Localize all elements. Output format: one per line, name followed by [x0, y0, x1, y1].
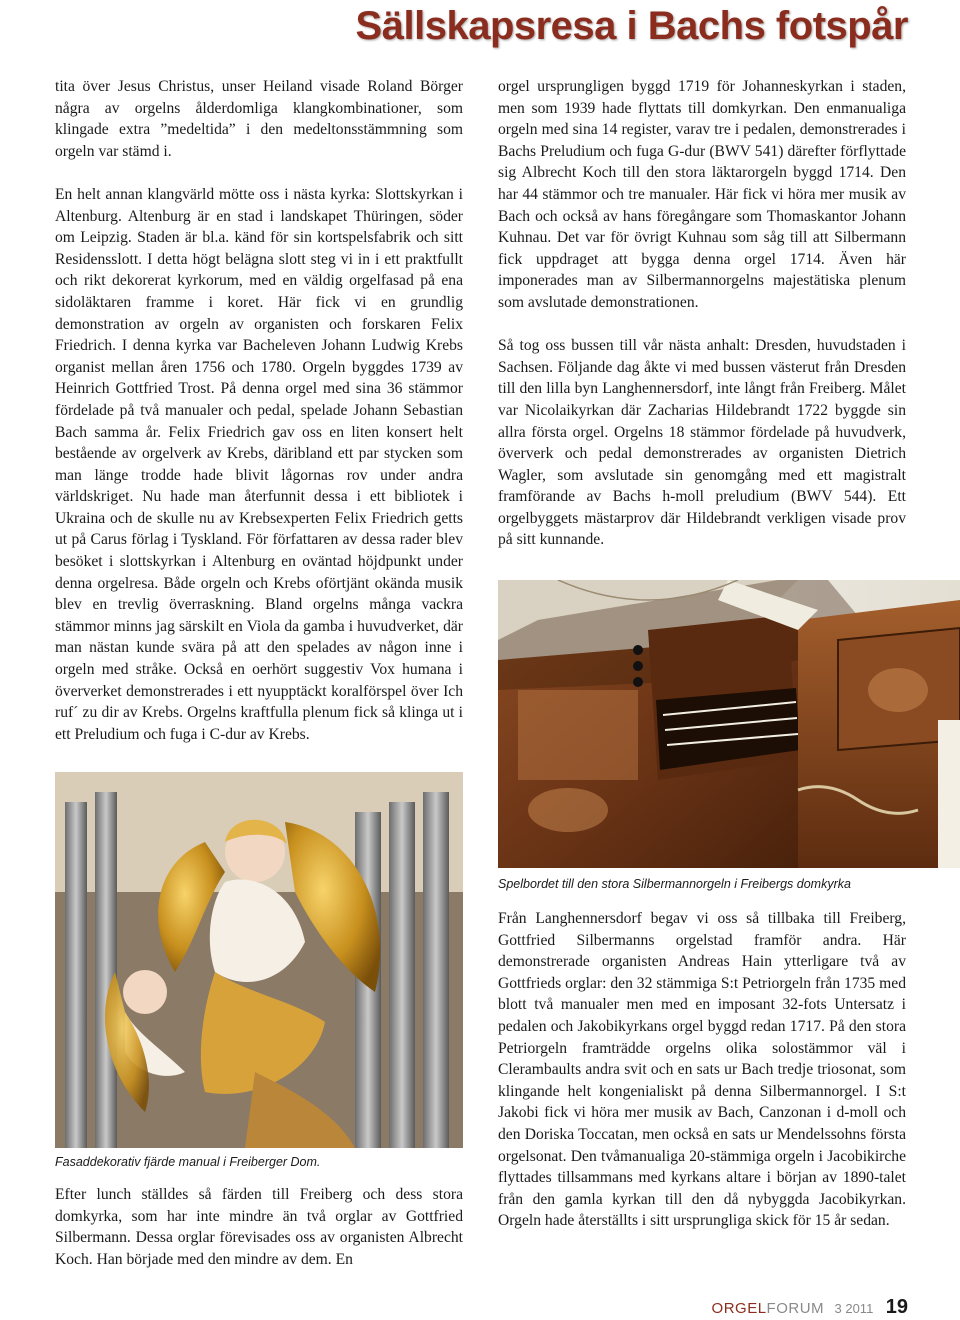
photo-caption: Spelbordet till den stora Silbermannorgeln i Freibergs domkyrka — [498, 877, 851, 891]
issue-number: 3 2011 — [834, 1301, 874, 1316]
paragraph: Så tog oss bussen till vår nästa anhalt: Dresden, huvudstaden i Sachsen. Följande dag åkte vi med bussen västerut från Dresden till den lilla byn Langhennersdorf, inte långt från Freiberg. Målet var Nicolaikyrkan där Zacharias Hildebrandt 1722 byggde sin allra första orgel. Orgelns 18 stämmor fördelade på huvudverk, öververk och pedal demonstrerades av organisten Dietrich Wagler, som avslutade sin genomgång med ett magistralt framförande av Bachs h-moll preludium (BWV 544). Ett orgelbyggets mästarprov där Hildebrandt verkligen visade prov på sitt kunnande. — [498, 337, 906, 549]
magazine-brand-forum: FORUM — [766, 1300, 825, 1317]
text-column-right — [498, 76, 906, 551]
text-column-left-lower — [55, 1184, 463, 1270]
text-column-left — [55, 76, 463, 745]
page-footer — [712, 1296, 908, 1319]
text-column-right-lower — [498, 908, 906, 1232]
magazine-brand-orgel: ORGEL — [711, 1300, 767, 1317]
page-number: 19 — [885, 1296, 908, 1318]
angel-sculpture-photo — [55, 772, 463, 1148]
photo-caption: Fasaddekorativ fjärde manual i Freiberger Dom. — [55, 1155, 321, 1169]
paragraph: Från Langhennersdorf begav vi oss så tillbaka till Freiberg, Gottfried Silbermanns orgelstad framför andra. Här demonstrerade organisten Andreas Hain ytterligare två av Gottfrieds orglar: den 32 stämmiga S:t Petriorgeln från 1735 med blott två manualer men med en imposant 32-fots Untersatz i pedalen och Jakobikyrkans orgel byggd redan 1717. På den stora Petriorgeln framträdde orgelns olika solostämmor väl i Clerambaults andra svit och en sats ur Bach tredje triosonat, som klingande helt kongenialiskt på denna Silbermannorgel. I S:t Jakobi fick vi höra mer musik av Bach, Canzonan i d-moll och den Doriska Toccatan, men också en sats ur Mendelssohns första orgelsonat. Den tvåmanualiga 20-stämmiga orgeln i Jacobikirche flyttades tillsammans med kyrkans altare i början av 1890-talet från den gamla kyrkan till den då nybyggda Jacobikyrkan. Orgeln hade återställts i sitt ursprungliga skick för 15 år sedan. — [498, 910, 906, 1230]
paragraph: En helt annan klangvärld mötte oss i nästa kyrka: Slottskyrkan i Altenburg. Altenburg är en stad i landskapet Thüringen, söder om Leipzig. Staden är bl.a. känd för sin kortspelsfabrik och sitt Residensslott. I detta högt belägna slott steg vi in i ett praktfullt och rikt dekorerat kyrkorum, med en väldig orgelfasad på ena sidoläktaren framme i koret. Här fick vi en grundlig demonstration av orgeln av organisten och forskaren Felix Friedrich. I denna kyrka var Bacheleven Johann Ludwig Krebs organist mellan åren 1756 och 1780. Orgeln byggdes 1739 av Heinrich Gottfried Trost. På denna orgel med sina 36 stämmor fördelade på två manualer och pedal, spelade Johann Sebastian Bach samma år. Felix Friedrich gav oss en liten konsert helt bestående av orgelverk av Krebs, däribland ett par stycken som man länge trodde hade blivit lågornas rov under andra världskriget. Nu hade man återfunnit dessa i ett bibliotek i Ukraina och de skulle nu av Krebsexperten Felix Friedrich getts ut på Carus förlag i Tyskland. För författaren av dessa rader blev besöket i slottskyrkan i Altenburg en oväntad höjdpunkt under denna orgelresa. Både orgeln och Krebs oförtjänt okända musik blev en trevlig överraskning. Bland orgelns många vackra stämmor minns jag särskilt en Viola da gamba i huvudverket, där man nästan kunde svära på att den spelades av någon inne i orgeln med stråke. Också en oerhört suggestiv Vox humana i öververket demonstrerades i ett nyupptäckt koralförspel över Ich ruf´ zu dir av Krebs. Orgelns kraftfulla plenum fick så klinga ut i ett Preludium och fuga i C-dur av Krebs. — [55, 185, 463, 743]
organ-console-photo — [498, 580, 960, 868]
paragraph: tita över Jesus Christus, unser Heiland visade Roland Börger några av orgelns ålderdomliga klangkombinationer, som klingade extra ”medeltida” i den medeltonsstämmning som orgeln var stämd i. — [55, 78, 463, 160]
page-header — [0, 0, 960, 52]
article-title: Sällskapsresa i Bachs fotspår — [355, 4, 908, 48]
paragraph: orgel ursprungligen byggd 1719 för Johanneskyrkan i staden, men som 1939 hade flyttats till domkyrkan. Den enmanualiga orgeln med sina 14 register, varav tre i pedalen, demonstrerades i Bachs Preludium och fuga G-dur (BWV 541) därefter förflyttade sig Albrecht Koch till den stora läktarorgeln byggd 1714. Den har 44 stämmor och tre manualer. Här fick vi höra mer musik av Bach och också av hans föregångare som Thomaskantor Johann Kuhnau. Det var för övrigt Kuhnau som såg till att Silbermann fick uppdraget att bygga denna orgel 1714. Även här imponerades man av Silbermannorgelns majestätiska plenum som avslutade demonstrationen. — [498, 78, 906, 311]
paragraph: Efter lunch ställdes så färden till Freiberg och dess stora domkyrka, som har inte mindre än två orglar av Gottfried Silbermann. Dessa orglar förevisades oss av organisten Albrecht Koch. Han började med den mindre av dem. En — [55, 1186, 463, 1268]
